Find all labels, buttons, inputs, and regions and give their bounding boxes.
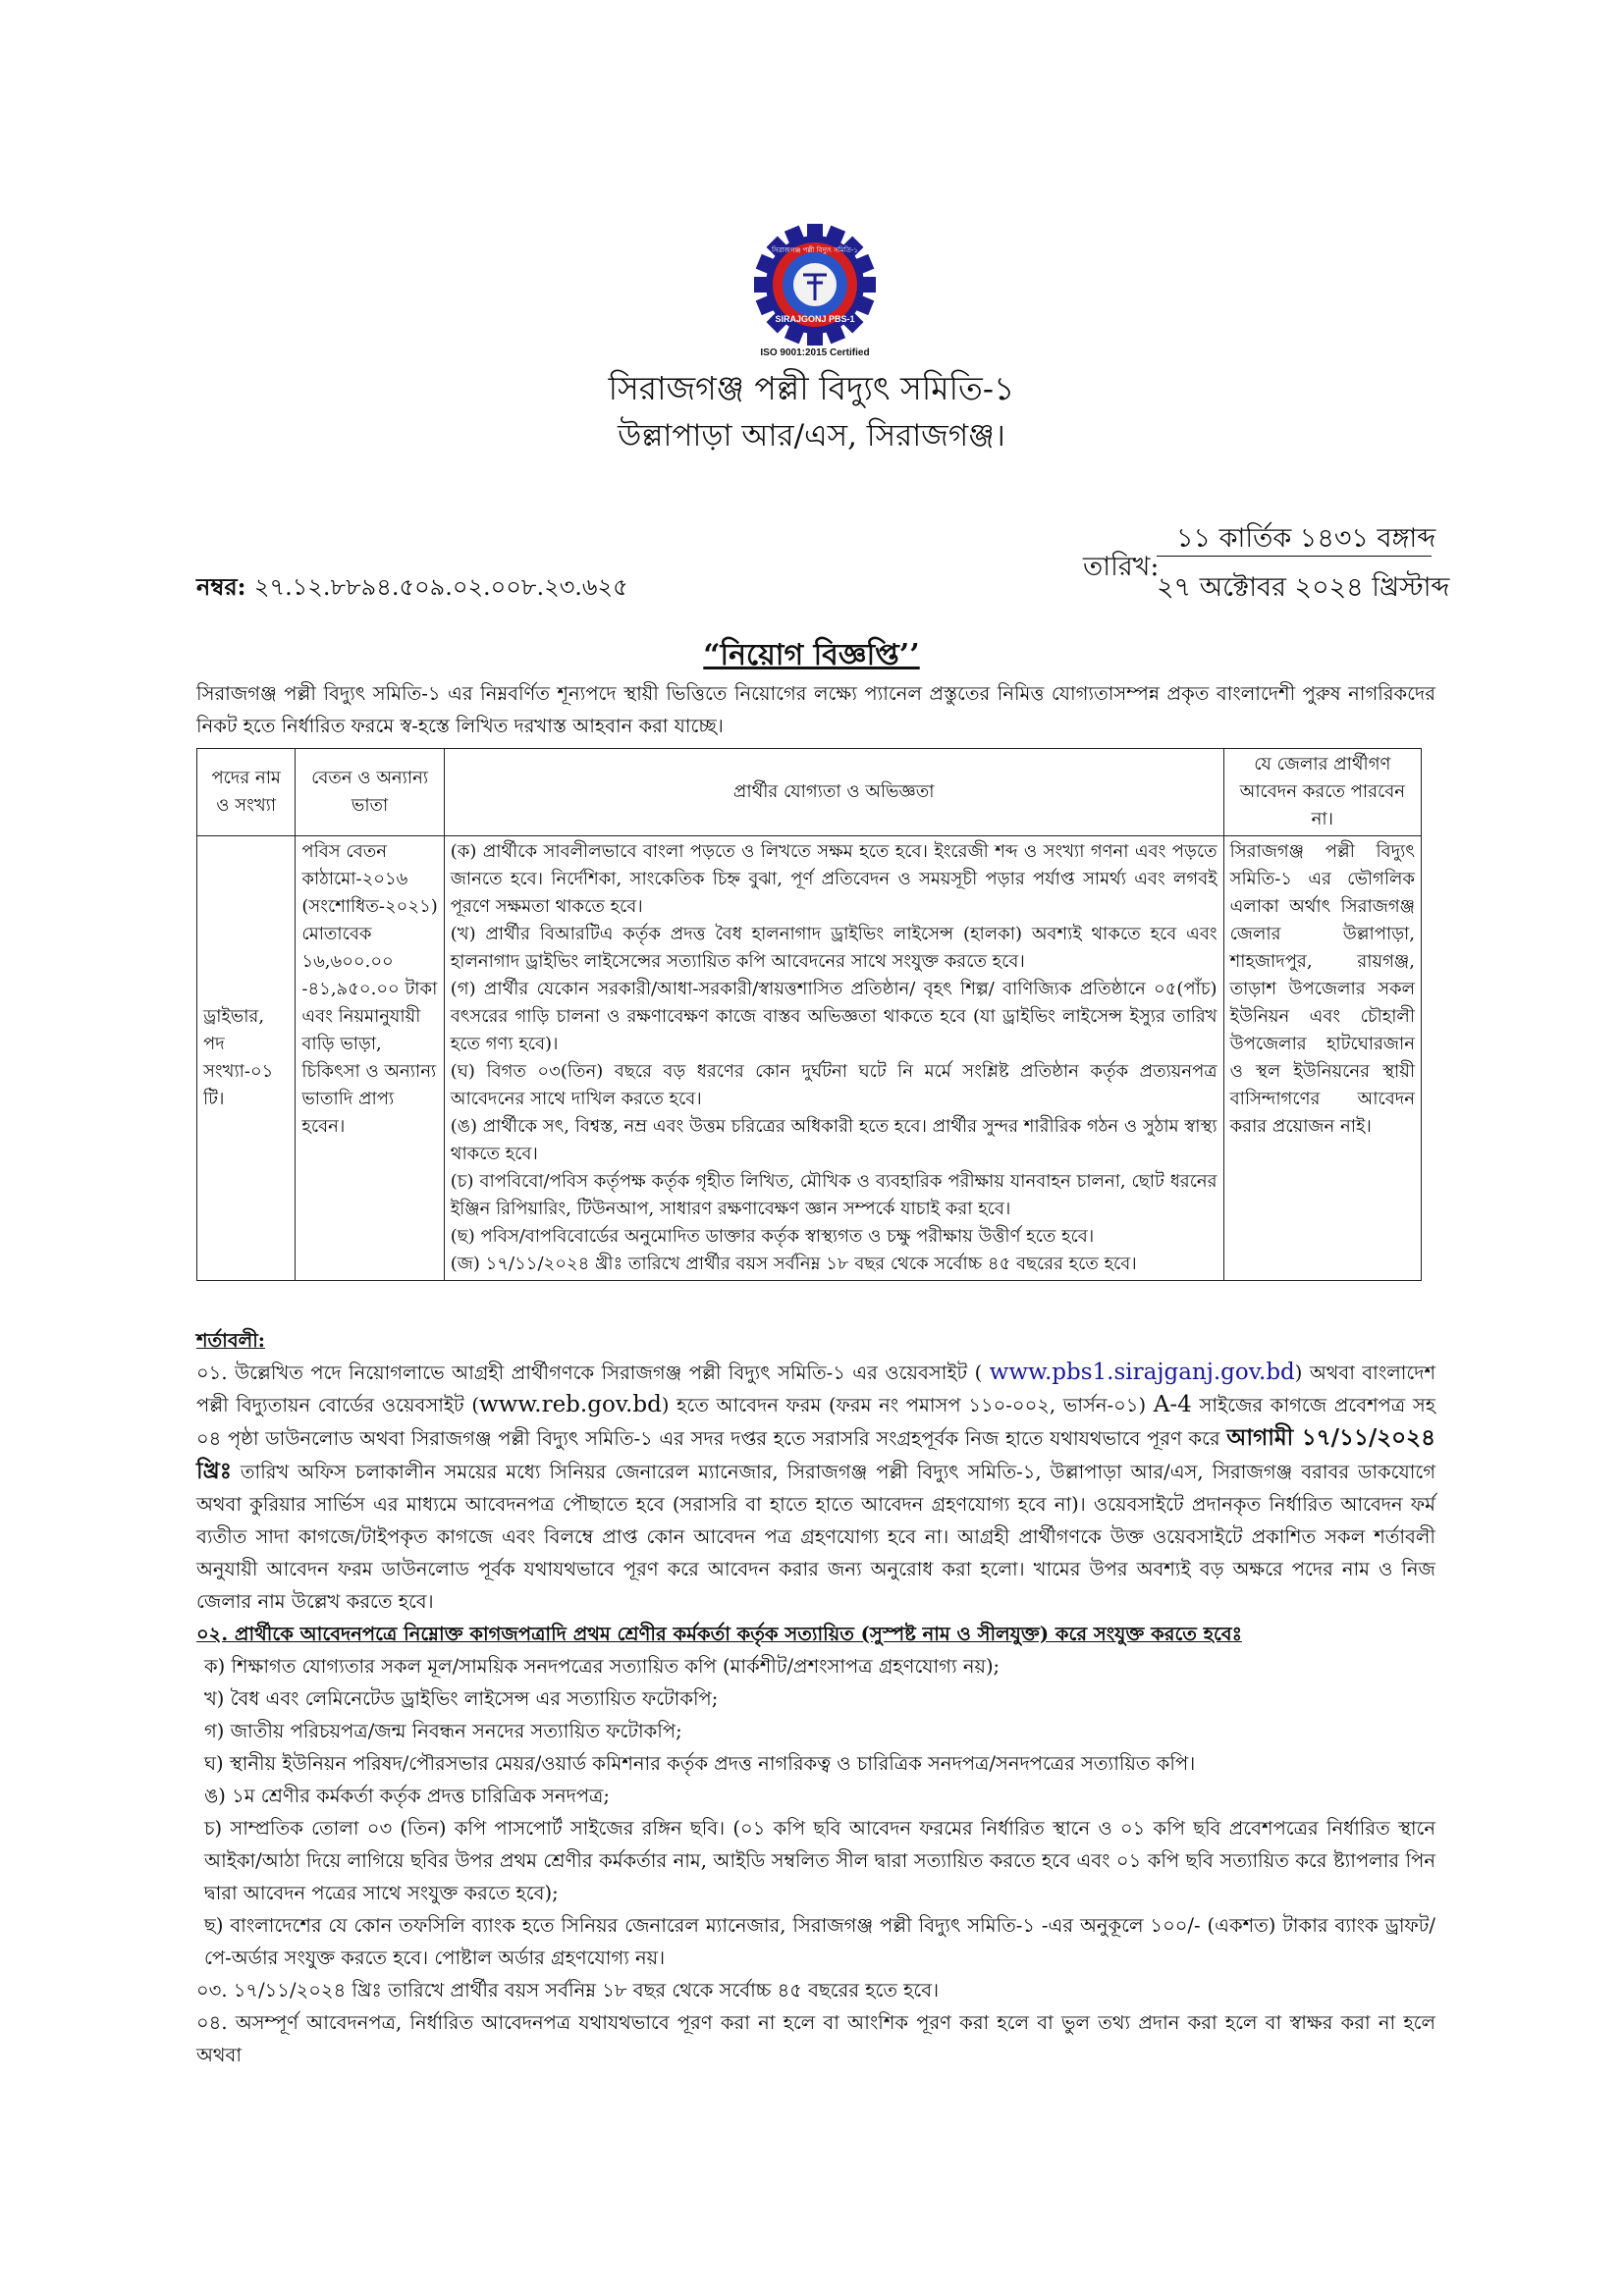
gear-logo-icon bbox=[754, 224, 876, 346]
qualification-item: (ছ) পবিস/বাপবিবোর্ডের অনুমোদিত ডাক্তার কর্তৃক স্বাস্থ্যগত ও চক্ষু পরীক্ষায় উত্তীর্ণ হতে হবে। bbox=[450, 1226, 1095, 1247]
document-item: ঙ) ১ম শ্রেণীর কর্মকর্তা কর্তৃক প্রদত্ত চারিত্রিক সনদপত্র; bbox=[204, 1785, 610, 1807]
qualification-item: (জ) ১৭/১১/২০২৪ খ্রীঃ তারিখে প্রার্থীর বয়স সর্বনিম্ন ১৮ বছর থেকে সর্বোচ্চ ৪৫ বছরের হতে হবে। bbox=[450, 1254, 1137, 1274]
intro-paragraph: সিরাজগঞ্জ পল্লী বিদ্যুৎ সমিতি-১ এর নিম্নবর্ণিত শূন্যপদে স্থায়ী ভিত্তিতে নিয়োগের লক্ষ্যে প্যানেল প্রস্তুতের নিমিত্ত যোগ্যতাসম্পন্ন প্রকৃত বাংলাদেশী পুরুষ নাগরিকদের নিকট হতে নির্ধারিত ফরমে স্ব-হস্তে লিখিত দরখাস্ত আহবান করা যাচ্ছে। bbox=[196, 682, 1435, 737]
condition-01-part-b: ) অথবা বাংলাদেশ পল্লী বিদ্যুতায়ন বোর্ডের ওয়েবসাইট ( bbox=[196, 1362, 1436, 1416]
table-row bbox=[197, 836, 1422, 1281]
header-district: যে জেলার প্রার্থীগণ আবেদন করতে পারবেন না। bbox=[1223, 749, 1421, 836]
condition-01-part-c: ) হতে আবেদন ফরম (ফরম নং পমাসপ ১১০-০০২, ভার্সন-০১) bbox=[661, 1394, 1147, 1416]
org-name: সিরাজগঞ্জ পল্লী বিদ্যুৎ সমিতি-১ bbox=[608, 369, 1015, 407]
cell-district: সিরাজগঞ্জ পল্লী বিদ্যুৎ সমিতি-১ এর ভৌগলিক এলাকা অর্থাৎ সিরাজগঞ্জ জেলার উল্লাপাড়া, শাহজাদপুর, রায়গঞ্জ, তাড়াশ উপজেলার সকল ইউনিয়ন এবং চৌহালী উপজেলার হাটঘোরজান ও স্থল ইউনিয়নের স্থায়ী বাসিন্দাগণের আবেদন করার প্রয়োজন নাই। bbox=[1223, 836, 1421, 1281]
notice-title bbox=[0, 631, 1623, 681]
header-qualification: প্রার্থীর যোগ্যতা ও অভিজ্ঞতা bbox=[444, 749, 1223, 836]
cell-qualifications bbox=[444, 836, 1223, 1281]
cell-post: ড্রাইভার, পদ সংখ্যা-০১ টি। bbox=[197, 836, 296, 1281]
qualification-item: (গ) প্রার্থীর যেকোন সরকারী/আধা-সরকারী/স্বায়ত্তশাসিত প্রতিষ্ঠান/ বৃহৎ শিল্প/ বাণিজ্যিক প্রতিষ্ঠানে ০৫(পাঁচ) বৎসরের গাড়ি চালনা ও রক্ষণাবেক্ষণ কাজে বাস্তব অভিজ্ঞতা থাকতে হবে (যা ড্রাইভিং লাইসেন্স ইস্যুর তারিখ হতে গণ্য হবে)। bbox=[450, 979, 1217, 1054]
header-post: পদের নাম ও সংখ্যা bbox=[197, 749, 296, 836]
reference-label: নম্বর: bbox=[196, 572, 246, 601]
document-item: ঘ) স্থানীয় ইউনিয়ন পরিষদ/পৌরসভার মেয়র/ওয়ার্ড কমিশনার কর্তৃক প্রদত্ত নাগরিকত্ব ও চারিত্রিক সনদপত্র/সনদপত্রের সত্যায়িত কপি। bbox=[204, 1752, 1196, 1775]
reference-number bbox=[196, 569, 628, 609]
date-english: ২৭ অক্টোবর ২০২৪ খ্রিস্টাব্দ bbox=[1157, 572, 1450, 603]
conditions-section bbox=[196, 1324, 1435, 2071]
notice-title-text: “নিয়োগ বিজ্ঞপ্তি’’ bbox=[703, 638, 920, 672]
date-bangla: ১১ কার্তিক ১৪৩১ বঙ্গাব্দ bbox=[1176, 523, 1436, 554]
website-link-pbs[interactable]: www.pbs1.sirajganj.gov.bd bbox=[989, 1360, 1295, 1385]
table-header-row bbox=[197, 749, 1422, 836]
condition-03: ০৩. ১৭/১১/২০২৪ খ্রিঃ তারিখে প্রার্থীর বয়স সর্বনিম্ন ১৮ বছর থেকে সর্বোচ্চ ৪৫ বছরের হতে হবে। bbox=[196, 1979, 940, 2002]
condition-04: ০৪. অসম্পূর্ণ আবেদনপত্র, নির্ধারিত আবেদনপত্র যথাযথভাবে পূরণ করা না হলে বা আংশিক পূরণ করা হলে বা ভুল তথ্য প্রদান করা হলে বা স্বাক্ষর করা না হলে অথবা bbox=[196, 2011, 1435, 2066]
condition-02-heading: ০২. প্রার্থীকে আবেদনপত্রে নিম্নোক্ত কাগজপত্রাদি প্রথম শ্রেণীর কর্মকর্তা কর্তৃক সত্যায়িত (সুস্পষ্ট নাম ও সীলযুক্ত) করে সংযুক্ত করতে হবেঃ bbox=[196, 1623, 1243, 1645]
document-item: খ) বৈধ এবং লেমিনেটেড ড্রাইভিং লাইসেন্স এর সত্যায়িত ফটোকপি; bbox=[204, 1687, 719, 1710]
qualification-item: (খ) প্রার্থীর বিআরটিএ কর্তৃক প্রদত্ত বৈধ হালনাগাদ ড্রাইভিং লাইসেন্স (হালকা) অবশ্যই থাকতে হবে এবং হালনাগাদ ড্রাইভিং লাইসেন্সের সত্যায়িত কপি আবেদনের সাথে সংযুক্ত করতে হবে। bbox=[450, 924, 1217, 972]
document-item: ছ) বাংলাদেশের যে কোন তফসিলি ব্যাংক হতে সিনিয়র জেনারেল ম্যানেজার, সিরাজগঞ্জ পল্লী বিদ্যুৎ সমিতি-১ -এর অনুকূলে ১০০/- (একশত) টাকার ব্যাংক ড্রাফট/পে-অর্ডার সংযুক্ত করতে হবে। পোষ্টাল অর্ডার গ্রহণযোগ্য নয়। bbox=[204, 1914, 1435, 1969]
document-item: ক) শিক্ষাগত যোগ্যতার সকল মূল/সাময়িক সনদপত্রের সত্যায়িত কপি (মার্কশীট/প্রশংসাপত্র গ্রহণযোগ্য নয়); bbox=[204, 1655, 1001, 1678]
cell-pay: পবিস বেতন কাঠামো-২০১৬ (সংশোধিত-২০২১) মোতাবেক ১৬,৬০০.০০ -৪১,৯৫০.০০ টাকা এবং নিয়মানুযায়ী বাড়ি ভাড়া, চিকিৎসা ও অন্যান্য ভাতাদি প্রাপ্য হবেন। bbox=[296, 836, 444, 1281]
iso-caption: ISO 9001:2015 Certified bbox=[760, 347, 870, 358]
condition-01 bbox=[196, 1357, 1435, 1618]
qualification-item: (চ) বাপবিবো/পবিস কর্তৃপক্ষ কর্তৃক গৃহীত লিখিত, মৌখিক ও ব্যবহারিক পরীক্ষায় যানবাহন চালনা, ছোট ধরনের ইঞ্জিন রিপিয়ারিং, টিউনআপ, সাধারণ রক্ষণাবেক্ষণ জ্ঞান সম্পর্কে যাচাই করা হবে। bbox=[450, 1171, 1217, 1219]
qualification-item: (ঘ) বিগত ০৩(তিন) বছরে বড় ধরণের কোন দুর্ঘটনা ঘটে নি মর্মে সংশ্লিষ্ট প্রতিষ্ঠান কর্তৃক প্রত্যয়নপত্র আবেদনের সাথে দাখিল করতে হবে। bbox=[450, 1061, 1217, 1109]
condition-01-part-d: সাইজের কাগজে প্রবেশপত্র সহ ০৪ পৃষ্ঠা ডাউনলোড অথবা সিরাজগঞ্জ পল্লী বিদ্যুৎ সমিতি-১ এর সদর দপ্তর হতে সরাসরি সংগ্রহপূর্বক নিজ হাতে যথাযথভাবে পূরণ করে bbox=[196, 1394, 1435, 1450]
document-item: চ) সাম্প্রতিক তোলা ০৩ (তিন) কপি পাসপোর্ট সাইজের রঙ্গিন ছবি। (০১ কপি ছবি আবেদন ফরমের নির্ধারিত স্থানে ও ০১ কপি ছবি প্রবেশপত্রের নির্ধারিত স্থানে আইকা/আঠা দিয়ে লাগিয়ে ছবির উপর প্রথম শ্রেণীর কর্মকর্তার নাম, আইডি সম্বলিত সীল দ্বারা সত্যায়িত করতে হবে এবং ০১ কপি ছবি সত্যায়িত করে ষ্ট্যাপলার পিন দ্বারা আবেদন পত্রের সাথে সংযুক্ত করতে হবে); bbox=[204, 1817, 1435, 1904]
qualification-item: (ঙ) প্রার্থীকে সৎ, বিশ্বস্ত, নম্র এবং উত্তম চরিত্রের অধিকারী হতে হবে। প্রার্থীর সুন্দর শারীরিক গঠন ও সুঠাম স্বাস্থ্য থাকতে হবে। bbox=[450, 1116, 1217, 1164]
condition-01-part-a: ০১. উল্লেখিত পদে নিয়োগলাভে আগ্রহী প্রার্থীগণকে সিরাজগঞ্জ পল্লী বিদ্যুৎ সমিতি-১ এর ওয়েবসাইট ( bbox=[196, 1362, 983, 1384]
conditions-heading: শর্তাবলী: bbox=[196, 1329, 265, 1352]
date-divider bbox=[1157, 556, 1432, 557]
paper-size: A-4 bbox=[1153, 1392, 1192, 1417]
deadline-date: আগামী ১৭/১১/২০২৪ খ্রিঃ bbox=[196, 1424, 1436, 1484]
org-logo bbox=[727, 224, 903, 358]
logo-text: SIRAJGONJ PBS-1 bbox=[775, 314, 855, 324]
qualification-item: (ক) প্রার্থীকে সাবলীলভাবে বাংলা পড়তে ও লিখতে সক্ষম হতে হবে। ইংরেজী শব্দ ও সংখ্যা গণনা এবং পড়তে জানতে হবে। নির্দেশিকা, সাংকেতিক চিহ্ন বুঝা, পূর্ণ প্রতিবেদন ও সময়সূচী পড়ার পর্যাপ্ত সামর্থ্য এবং লগবই পূরণে সক্ষমতা থাকতে হবে। bbox=[450, 841, 1217, 917]
condition-01-part-e: তারিখ অফিস চলাকালীন সময়ের মধ্যে সিনিয়র জেনারেল ম্যানেজার, সিরাজগঞ্জ পল্লী বিদ্যুৎ সমিতি-১, উল্লাপাড়া আর/এস, সিরাজগঞ্জ বরাবর ডাকযোগে অথবা কুরিয়ার সার্ভিস এর মাধ্যমে আবেদনপত্র পৌছাতে হবে (সরাসরি বা হাতে হাতে আবেদন গ্রহণযোগ্য হবে না)। ওয়েবসাইটে প্রদানকৃত নির্ধারিত আবেদন ফর্ম ব্যতীত সাদা কাগজে/টাইপকৃত কাগজে এবং বিলম্বে প্রাপ্ত কোন আবেদন পত্র গ্রহণযোগ্য হবে না। আগ্রহী প্রার্থীগণকে উক্ত ওয়েবসাইটে প্রকাশিত সকল শর্তাবলী অনুযায়ী আবেদন ফরম ডাউনলোড পূর্বক যথাযথভাবে পূরণ করে আবেদন করার জন্য অনুরোধ করা হলো। খামের উপর অবশ্যই বড় অক্ষরে পদের নাম ও নিজ জেলার নাম উল্লেখ করতে হবে। bbox=[196, 1461, 1436, 1613]
logo-ring-text: সিরাজগঞ্জ পল্লী বিদ্যুৎ সমিতি-১ bbox=[772, 246, 858, 254]
header-pay: বেতন ও অন্যান্য ভাতা bbox=[296, 749, 444, 836]
post-table bbox=[196, 748, 1422, 1281]
org-address: উল্লাপাড়া আর/এস, সিরাজগঞ্জ। bbox=[618, 418, 1005, 454]
document-item: গ) জাতীয় পরিচয়পত্র/জন্ম নিবন্ধন সনদের সত্যায়িত ফটোকপি; bbox=[204, 1720, 682, 1742]
reference-value: ২৭.১২.৮৮৯৪.৫০৯.০২.০০৮.২৩.৬২৫ bbox=[253, 573, 628, 601]
website-link-reb[interactable]: www.reb.gov.bd bbox=[478, 1392, 662, 1417]
date-label: তারিখ: bbox=[1083, 552, 1160, 582]
